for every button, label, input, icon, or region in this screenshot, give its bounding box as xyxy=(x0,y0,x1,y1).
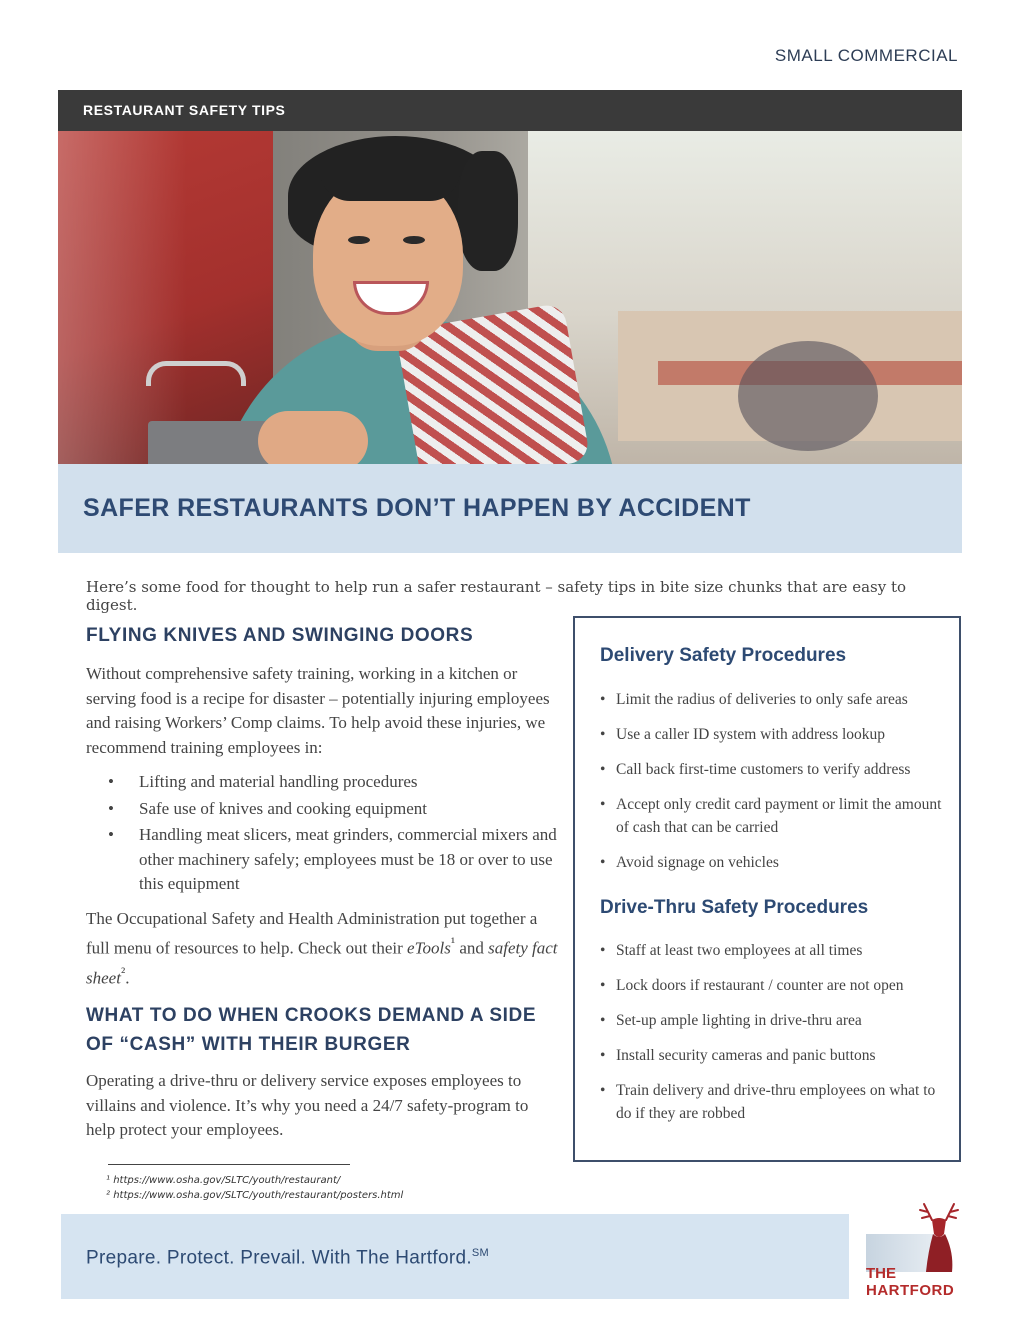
footnote-divider xyxy=(108,1164,350,1165)
safety-fact-sheet-link[interactable]: safety fact sheet xyxy=(86,938,558,988)
list-item: • Call back first-time customers to verify address xyxy=(600,758,950,781)
page-title: SAFER RESTAURANTS DON’T HAPPEN BY ACCIDENT xyxy=(83,494,751,522)
hero-photo xyxy=(58,131,962,464)
list-item: • Staff at least two employees at all times xyxy=(600,939,950,962)
bullet-glyph: • xyxy=(600,691,606,708)
bullet-glyph: • xyxy=(600,1047,606,1064)
section-bar-label: RESTAURANT SAFETY TIPS xyxy=(83,102,286,118)
training-list xyxy=(86,770,561,897)
bullet-glyph: • xyxy=(600,977,606,994)
logo-text-hartford: HARTFORD xyxy=(866,1282,955,1299)
bullet-glyph: • xyxy=(108,772,114,791)
list-item: • Lifting and material handling procedures xyxy=(86,770,561,795)
list-item: • Lock doors if restaurant / counter are not open xyxy=(600,974,950,997)
list-item: • Install security cameras and panic buttons xyxy=(600,1044,950,1067)
list-item: • Safe use of knives and cooking equipment xyxy=(86,797,561,822)
segment-label: SMALL COMMERCIAL xyxy=(774,46,958,65)
bullet-glyph: • xyxy=(600,1012,606,1029)
drive-thru-list xyxy=(600,939,950,1137)
hartford-logo xyxy=(864,1200,964,1305)
delivery-list xyxy=(600,688,950,886)
list-item: • Avoid signage on vehicles xyxy=(600,851,950,874)
section-bar xyxy=(58,90,962,131)
left-column xyxy=(86,624,561,1160)
bullet-glyph: • xyxy=(600,942,606,959)
footnote-2[interactable]: ² https://www.osha.gov/SLTC/youth/restaurant/posters.html xyxy=(106,1190,404,1201)
bullet-glyph: • xyxy=(600,1082,606,1099)
logo-text-the: THE xyxy=(866,1265,896,1282)
bullet-glyph: • xyxy=(108,825,114,844)
crooks-paragraph: Operating a drive-thru or delivery service exposes employees to villains and violence. It’s why you need a 24/7 safety-program to help protect your employees. xyxy=(86,1071,529,1140)
stag-icon xyxy=(914,1200,964,1280)
delivery-heading: Delivery Safety Procedures xyxy=(600,645,847,666)
footer-band xyxy=(61,1214,849,1299)
footnotes xyxy=(106,1173,403,1203)
knives-paragraph: Without comprehensive safety training, working in a kitchen or serving food is a recipe for disaster – potentially injuring employees and raising Workers’ Comp claims. To help avoid these injuries, we recommend training employees in: xyxy=(86,664,550,757)
list-item: • Handling meat slicers, meat grinders, commercial mixers and other machinery safely; employees must be 18 or over to use this equipment xyxy=(108,825,557,893)
intro-text: Here’s some food for thought to help run a safer restaurant – safety tips in bite size chunks that are easy to digest. xyxy=(86,578,907,614)
bullet-glyph: • xyxy=(600,761,606,778)
footer-tagline: Prepare. Protect. Prevail. With The Hartford.℠ xyxy=(86,1247,490,1269)
bullet-glyph: • xyxy=(600,796,606,813)
bullet-glyph: • xyxy=(600,726,606,743)
procedures-box xyxy=(573,616,961,1162)
list-item: • Accept only credit card payment or limit the amount of cash that can be carried xyxy=(600,793,950,839)
drive-thru-heading: Drive-Thru Safety Procedures xyxy=(600,897,869,918)
etools-link[interactable]: eTools xyxy=(407,938,451,958)
hero-title-band xyxy=(58,464,962,553)
list-item: • Limit the radius of deliveries to only safe areas xyxy=(600,688,950,711)
list-item: • Use a caller ID system with address lookup xyxy=(600,723,950,746)
list-item: • Set-up ample lighting in drive-thru area xyxy=(600,1009,950,1032)
bullet-glyph: • xyxy=(600,854,606,871)
list-item: • Train delivery and drive-thru employees on what to do if they are robbed xyxy=(600,1079,950,1125)
section-heading-crooks: WHAT TO DO WHEN CROOKS DEMAND A SIDE OF “CASH” WITH THEIR BURGER xyxy=(86,1005,537,1056)
bullet-glyph: • xyxy=(108,798,114,818)
section-heading-knives: FLYING KNIVES AND SWINGING DOORS xyxy=(86,625,474,646)
footnote-1[interactable]: ¹ https://www.osha.gov/SLTC/youth/restaurant/ xyxy=(106,1175,341,1186)
osha-paragraph: The Occupational Safety and Health Administration put together a full menu of resources to help. Check out their eTools$^{^1}$ and safety fact sheet$^{^2}$. xyxy=(86,908,558,988)
